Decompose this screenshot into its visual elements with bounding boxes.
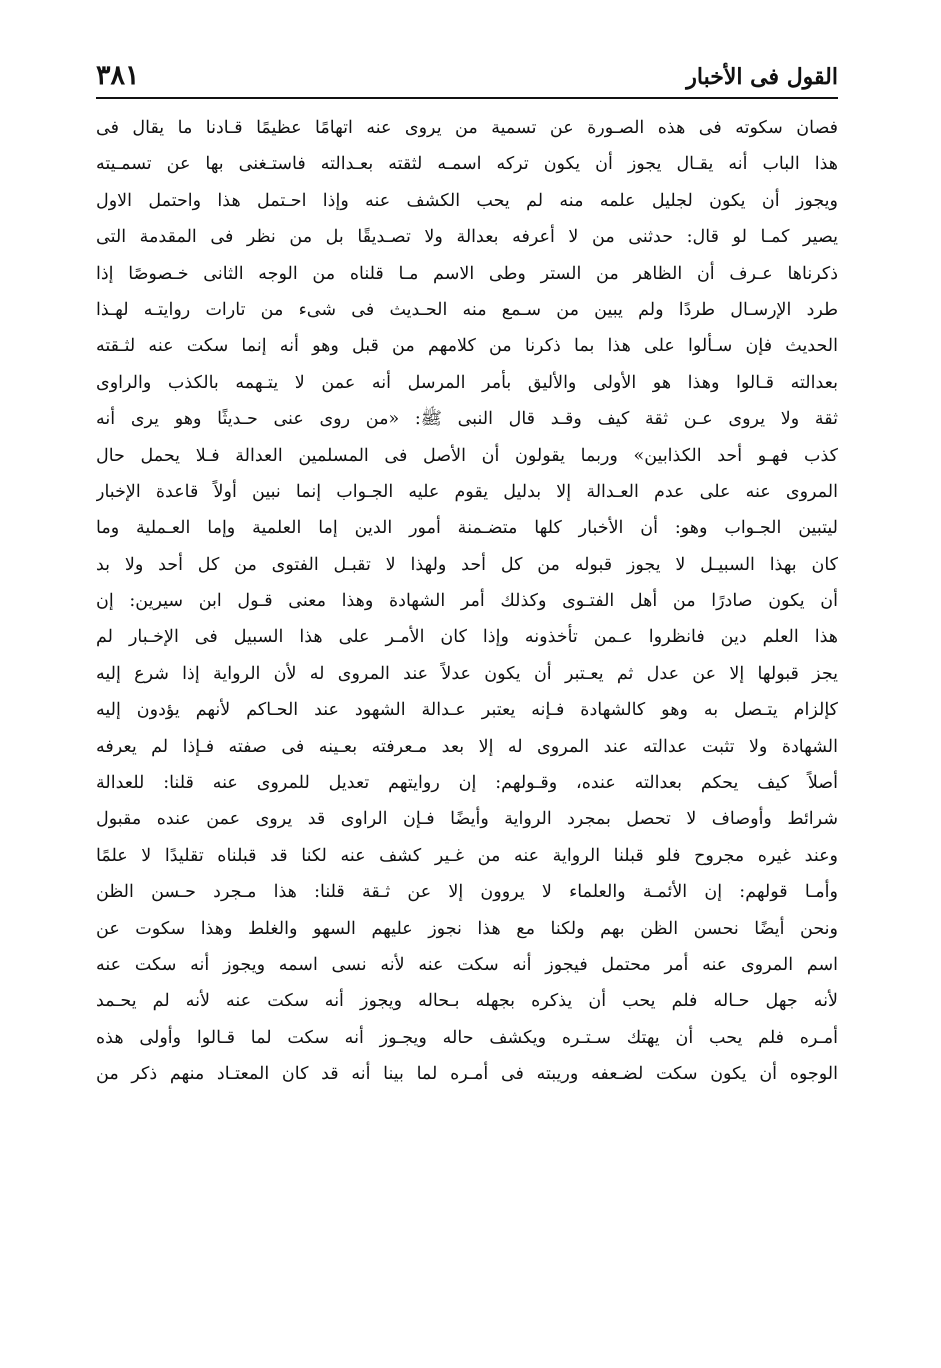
- text-line: الشهادة ولا تثبت عدالته عند المروى له إلا بعد مـعرفته بعـينه فى صفته فـإذا لم يعرفه: [96, 736, 838, 757]
- text-line: أصلاً كيف يحكم بعدالته عنده، وقـولهم: إن روايتهم تعديل للمروى عنه قلنا: للعدالة: [96, 773, 838, 794]
- page-number: ٣٨١: [96, 60, 140, 91]
- text-line: الوجوه أن يكون سكت لضـعفه وريبته فى أمـره لما بينا أنه قد كان المعتـاد منهم ذكر من: [96, 1064, 838, 1085]
- text-line: ذكرناها عـرف أن الظاهر من الستر وطى الاسم مـا قلناه من الوجه الثانى خـصوصًا إذا: [96, 263, 838, 284]
- text-line: هذا الباب أنه يقـال يجوز أن يكون تركه اسمـه لثقته بعـدالته فاستـغنى بها عن تسمـيته: [96, 154, 838, 175]
- running-title: القول فى الأخبار: [686, 64, 838, 90]
- header-rule: [96, 97, 838, 99]
- text-line: بعدالته قـالوا وهذا هو الأولى والأليق بأمر المرسل أنه عمن لا يتـهمه بالكذب والراوى: [96, 372, 838, 393]
- text-line: الحديث فإن سـألوا على هذا بما ذكرنا من كلامهم من قبل وهو أنه إنما سكت عنه لثـقته: [96, 336, 838, 357]
- text-line: فصان سكوته فى هذه الصـورة عن تسمية من يروى عنه اتهامًا عظيمًا قـادنا ما يقال فى: [96, 118, 838, 138]
- text-line: طرد الإرسـال طردًا ولم يبين من سـمع منه الحـديث فى شىء من تارات روايتـه لهـذا: [96, 299, 838, 320]
- text-line: كذب فهـو أحد الكذابين» وربما يقولون أن الأصل فى المسلمين العدالة فـلا يحمل حال: [96, 445, 838, 466]
- body-text: [96, 110, 838, 1093]
- text-line: لأنه جهل حـاله فلم يحب أن يذكره بجهله بـحاله ويجوز أنه سكت عنه لأنه لم يحـمد: [96, 991, 838, 1012]
- text-line: أن يكون صادرًا من أهل الفتـوى وكذلك أمر الشهادة وهذا معنى قـول ابن سيرين: إن: [96, 591, 838, 612]
- text-line: ونحن أيضًا نحسن الظن بهم ولكنا مع هذا نجوز عليهم السهو والغلط وهذا سكوت عن: [96, 918, 838, 939]
- text-line: كان بهذا السبيـل لا يجوز قبوله من كل أحد ولهذا لا تقبـل الفتوى من كل أحد ولا بد: [96, 554, 838, 575]
- text-line: وعند غيره مجروح فلو قبلنا الرواية عنه من غـير كشف عنه لكنا قد قبلناه تقليدًا لا علمًا: [96, 845, 838, 866]
- text-line: يجز قبولها إلا عن عدل ثم يعـتبر أن يكون عدلاً عند المروى له لأن الرواية إذا شرع إليه: [96, 663, 838, 684]
- text-line: هذا العلم دين فانظروا عـمن تأخذونه وإذا كان الأمـر على هذا السبيل فى الإخـبار لم: [96, 627, 838, 648]
- text-line: كإلزام يتـصل به وهو كالشهادة فـإنه يعتبر عـدالة الشهود عند الحـاكم لأنهم يؤدون إليه: [96, 700, 838, 721]
- text-line: وأمـا قولهم: إن الأئمـة والعلماء لا يروون إلا عن ثـقة قلنا: هذا مـجرد حـسن الظن: [96, 882, 838, 903]
- text-line: أمـره فلم يحب أن يهتك سـتـره ويكشف حاله ويجـوز أنه سكت لما قـالوا وأولى هذه: [96, 1027, 838, 1048]
- text-line: ويجوز أن يكون لجليل علمه منه لم يحب الكشف عنه وإذا احـتمل هذا واحتمل الاول: [96, 190, 838, 211]
- text-line: المروى عنه على عدم العـدالة إلا بدليل يقوم عليه الجـواب إنما نبين أولاً قاعدة الإخبار: [96, 481, 838, 502]
- text-line: شرائط وأوصاف لا تحصل بمجرد الرواية وأيضًا فـإن الراوى قد يروى عمن عنده مقبول: [96, 809, 838, 830]
- text-line: يصير كمـا لو قال: حدثنى من لا أعرفه بعدالة ولا تصـديقًا بل من نظر فى المقدمة التى: [96, 227, 838, 248]
- text-line: ليتبين الجـواب وهو: أن الأخبار كلها متضـمنة أمور الدين إما العلمية وإما العـملية وما: [96, 518, 838, 539]
- text-line: اسم المروى عنه أمر محتمل فيجوز أنه سكت عنه لأنه نسى اسمه ويجوز أنه سكت عنه: [96, 954, 838, 975]
- text-line: ثقة ولا يروى عـن ثقة كيف وقـد قال النبى ﷺ: «من روى عنى حـديثًا وهو يرى أنه: [96, 409, 838, 430]
- page-header: [96, 58, 838, 98]
